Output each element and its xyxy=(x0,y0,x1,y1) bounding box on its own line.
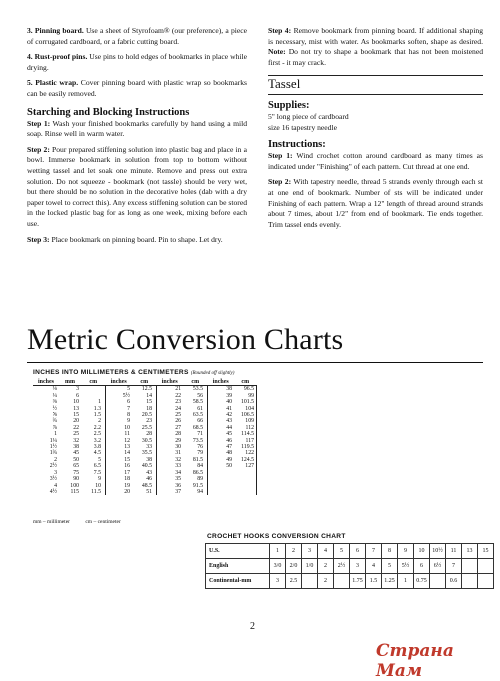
conversion-cell: 24 xyxy=(175,405,181,412)
conversion-cell: 28 xyxy=(132,431,157,437)
supply-item xyxy=(27,78,247,99)
conversion-cell: 26 xyxy=(175,418,181,425)
conversion-cell: 99 xyxy=(234,393,257,399)
conversion-cell: 32 xyxy=(73,437,79,444)
conversion-cell: ⅛ xyxy=(52,386,57,393)
hooks-cell xyxy=(430,574,446,589)
conversion-cell: 32 xyxy=(175,456,181,463)
conversion-cell xyxy=(208,489,235,495)
supply-items xyxy=(27,26,247,100)
conversion-cell: 12.5 xyxy=(132,386,157,393)
conversion-cell: 89 xyxy=(183,476,208,482)
conversion-cell: 117 xyxy=(234,438,257,444)
conversion-cell: 1¾ xyxy=(49,450,57,457)
hooks-cell: 7 xyxy=(366,544,382,559)
conversion-cell: 3 xyxy=(54,469,57,476)
conversion-cell: 36 xyxy=(175,482,181,489)
conversion-cell: 4.5 xyxy=(81,450,106,456)
hooks-cell xyxy=(302,574,318,589)
conversion-cell: 6.5 xyxy=(81,463,106,469)
hooks-cell: 9 xyxy=(398,544,414,559)
conversion-header-cell: inches xyxy=(106,379,133,386)
conversion-cell: 5 xyxy=(81,457,106,463)
conversion-cell: 11 xyxy=(124,431,130,438)
supply-item-head: 3. xyxy=(27,26,33,35)
conversion-cell: 38 xyxy=(132,457,157,463)
hooks-row-label: English xyxy=(206,559,270,574)
starching-section-title: Starching and Blocking Instructions xyxy=(27,106,190,118)
conversion-cell: 25 xyxy=(73,431,79,438)
conversion-cell: 43 xyxy=(226,418,232,425)
conversion-row xyxy=(33,386,257,393)
supply-item-title: Plastic wrap. xyxy=(35,78,79,88)
supply-item-title: Rust-proof pins. xyxy=(34,52,88,62)
hooks-row xyxy=(206,574,494,589)
conversion-header-cell: cm xyxy=(132,379,157,386)
conversion-cell: 2 xyxy=(54,456,57,463)
conversion-cell: 1 xyxy=(54,431,57,438)
conversion-row xyxy=(33,489,257,495)
note-head: Note: xyxy=(268,47,286,57)
supply-item-text: Cover pinning board with plastic wrap so bookmarks can be easily removed. xyxy=(27,78,247,98)
conversion-cell: 90 xyxy=(73,476,79,483)
hooks-cell xyxy=(462,574,478,589)
conversion-table-wrap xyxy=(33,379,257,495)
hooks-table-wrap xyxy=(205,543,494,589)
conversion-cell: 5 xyxy=(127,386,130,393)
conversion-header-cell: inches xyxy=(157,379,184,386)
hooks-cell: 7 xyxy=(446,559,462,574)
step-text: Place bookmark on pinning board. Pin to shape. Let dry. xyxy=(49,234,223,244)
conversion-cell: ¼ xyxy=(52,392,57,399)
conversion-table xyxy=(33,379,257,495)
conversion-cell: 29 xyxy=(175,437,181,444)
conversion-cell: 23 xyxy=(132,418,157,424)
step4-text: Remove bookmark from pinning board. If additional shaping is necessary, mist with water. As bookmarks soften, shape as desired. xyxy=(268,26,483,46)
supply-item xyxy=(27,26,247,47)
conversion-cell: 20 xyxy=(124,488,130,495)
conversion-cell: 46 xyxy=(132,476,157,482)
hooks-cell: 10½ xyxy=(430,544,446,559)
tassel-header xyxy=(268,75,483,95)
left-column xyxy=(27,26,247,250)
conversion-cell: 17 xyxy=(124,469,130,476)
hooks-cell: 6 xyxy=(350,544,366,559)
tassel-step xyxy=(268,151,483,172)
hooks-cell: 2 xyxy=(318,559,334,574)
hooks-cell: 1 xyxy=(398,574,414,589)
hooks-cell: 2 xyxy=(286,544,302,559)
supply-item-text: Use a sheet of Styrofoam® (our preference), a piece of corrugated cardboard, or a fabric cutting board. xyxy=(27,26,247,46)
conversion-legend xyxy=(33,519,121,525)
conversion-cell: 12 xyxy=(124,437,130,444)
conversion-cell: 40 xyxy=(226,399,232,406)
conversion-header-cell: inches xyxy=(208,379,235,386)
conversion-cell: ½ xyxy=(52,405,57,412)
conversion-cell: 13 xyxy=(124,444,130,451)
conversion-cell: 14 xyxy=(124,450,130,457)
hooks-row-label: Continental-mm xyxy=(206,574,270,589)
conversion-header-cell: cm xyxy=(234,379,257,386)
step-head: Step 1: xyxy=(27,118,51,128)
conv-title-text: INCHES INTO MILLIMETERS & CENTIMETERS xyxy=(33,369,189,376)
hooks-cell: 15 xyxy=(478,544,494,559)
conversion-cell: 51 xyxy=(132,489,157,495)
hooks-cell: 0.6 xyxy=(446,574,462,589)
conversion-cell: 2 xyxy=(81,418,106,424)
conversion-cell: 53.5 xyxy=(183,386,208,393)
conversion-cell: 48 xyxy=(226,450,232,457)
conversion-cell: 63.5 xyxy=(183,412,208,418)
step-text: Pour prepared stiffening solution into plastic bag and place in a bowl. Immerse bookmark in solution from top to bottom without wetting tassel and let soak one minute. Remove and press out extra solution. Do not squeeze - bookmark (not tassle) should be very wet, but there should be no solution in the decorative holes (dab with a dry paper towel to correct this). Any excess stiffening solution can be stored in the locked plastic bag for as long as one week, mixing before each use. xyxy=(27,144,247,228)
step-head: Step 2: xyxy=(27,144,50,154)
hooks-cell: 8 xyxy=(382,544,398,559)
hooks-cell: 4 xyxy=(366,559,382,574)
conversion-cell: 42 xyxy=(226,412,232,419)
hooks-cell: 5 xyxy=(382,559,398,574)
supply-item-title: Pinning board. xyxy=(34,26,84,35)
starching-step xyxy=(27,145,247,230)
supply-item-head: 5. xyxy=(27,78,33,88)
conversion-cell: 25.5 xyxy=(132,425,157,431)
conversion-cell: 66 xyxy=(183,418,208,424)
hooks-cell: 3 xyxy=(350,559,366,574)
conversion-cell: 45 xyxy=(226,431,232,438)
hooks-cell: 3 xyxy=(270,574,286,589)
conversion-cell: ¾ xyxy=(52,418,57,425)
conversion-cell: 40.5 xyxy=(132,463,157,469)
hooks-cell xyxy=(462,559,478,574)
conversion-cell: 5½ xyxy=(122,392,130,399)
title-rule xyxy=(27,362,483,363)
conversion-cell: 86.5 xyxy=(183,470,208,476)
conversion-cell: 25 xyxy=(175,412,181,419)
conversion-cell: 41 xyxy=(226,405,232,412)
hooks-table xyxy=(205,543,494,589)
conversion-header-cell: mm xyxy=(59,379,81,386)
conversion-cell: 106.5 xyxy=(234,412,257,418)
hooks-cell: 2.5 xyxy=(286,574,302,589)
conversion-cell: 9 xyxy=(127,418,130,425)
starching-steps xyxy=(27,119,247,246)
conversion-cell: 3.8 xyxy=(81,444,106,450)
conversion-header-cell: inches xyxy=(33,379,59,386)
conversion-cell: 18 xyxy=(132,406,157,412)
conversion-cell: 100 xyxy=(70,482,79,489)
conversion-cell: 35 xyxy=(175,476,181,483)
conversion-cell: 1.3 xyxy=(81,406,106,412)
conversion-cell: 30 xyxy=(175,444,181,451)
conversion-cell: 8 xyxy=(127,412,130,419)
hooks-cell: 1 xyxy=(270,544,286,559)
conversion-cell: ⅜ xyxy=(52,399,57,406)
legend-mm: mm – millimeter xyxy=(33,519,70,525)
conversion-cell: ⅞ xyxy=(52,424,57,431)
conversion-cell: 47 xyxy=(226,444,232,451)
hooks-row-label: U.S. xyxy=(206,544,270,559)
conversion-cell: 1¼ xyxy=(49,437,57,444)
conversion-cell: 38 xyxy=(226,386,232,393)
conversion-cell: 43 xyxy=(132,470,157,476)
conversion-cell: 2.2 xyxy=(81,425,106,431)
hooks-cell: 2/0 xyxy=(286,559,302,574)
conversion-cell: 31 xyxy=(175,450,181,457)
conversion-cell: 65 xyxy=(73,463,79,470)
hooks-cell: 3 xyxy=(302,544,318,559)
conversion-cell: 4 xyxy=(54,482,57,489)
hooks-cell xyxy=(478,574,494,589)
conversion-cell: 101.5 xyxy=(234,399,257,405)
conversion-cell: 124.5 xyxy=(234,457,257,463)
conversion-cell: 112 xyxy=(234,425,257,431)
hooks-row xyxy=(206,559,494,574)
hooks-cell: 6 xyxy=(414,559,430,574)
step-head: Step 1: xyxy=(268,151,293,161)
conversion-cell: 19 xyxy=(124,482,130,489)
supplies-list xyxy=(268,112,483,133)
conversion-cell: 50 xyxy=(73,456,79,463)
conversion-cell: 10 xyxy=(81,483,106,489)
conversion-cell: 1 xyxy=(81,399,106,405)
hooks-cell: 4 xyxy=(318,544,334,559)
tassel-steps xyxy=(268,151,483,230)
tassel-title: Tassel xyxy=(268,76,301,92)
supply-item-text: Use pins to hold edges of bookmarks in place while drying. xyxy=(27,52,247,72)
hooks-row xyxy=(206,544,494,559)
conversion-cell: ⅝ xyxy=(52,412,57,419)
watermark-logo: Страна Мам xyxy=(376,641,454,681)
conversion-cell: 68.5 xyxy=(183,425,208,431)
conversion-cell: 4½ xyxy=(49,488,57,495)
conversion-cell: 73.5 xyxy=(183,438,208,444)
conversion-cell: 75 xyxy=(73,469,79,476)
instructions-title: Instructions: xyxy=(268,139,326,151)
hooks-cell: 6½ xyxy=(430,559,446,574)
conversion-chart-title xyxy=(33,369,234,376)
conversion-cell: 91.5 xyxy=(183,483,208,489)
conversion-cell: 39 xyxy=(226,392,232,399)
supply-item xyxy=(27,52,247,73)
hooks-cell: 1.5 xyxy=(366,574,382,589)
conversion-cell: 23 xyxy=(175,399,181,406)
page-number: 2 xyxy=(250,621,255,632)
hooks-cell: 11 xyxy=(446,544,462,559)
supply-line: 5" long piece of cardboard xyxy=(268,111,349,121)
conversion-cell: 38 xyxy=(73,444,79,451)
step-head: Step 2: xyxy=(268,177,292,187)
conversion-cell: 56 xyxy=(183,393,208,399)
conversion-cell: 71 xyxy=(183,431,208,437)
conversion-cell: 15 xyxy=(73,412,79,419)
conversion-cell: 18 xyxy=(124,476,130,483)
hooks-cell: 1/0 xyxy=(302,559,318,574)
conversion-cell: 27 xyxy=(175,424,181,431)
right-column xyxy=(268,26,483,235)
conversion-cell: 9 xyxy=(81,476,106,482)
conversion-header-cell: cm xyxy=(183,379,208,386)
conversion-cell: 49 xyxy=(226,456,232,463)
hooks-cell: 1.75 xyxy=(350,574,366,589)
conversion-header-row xyxy=(33,379,257,386)
conversion-cell: 46 xyxy=(226,437,232,444)
conversion-cell: 109 xyxy=(234,418,257,424)
hooks-cell: 1.25 xyxy=(382,574,398,589)
conversion-cell: 10 xyxy=(124,424,130,431)
conversion-cell: 28 xyxy=(175,431,181,438)
conversion-header-cell: cm xyxy=(81,379,106,386)
conversion-cell: 22 xyxy=(175,392,181,399)
conversion-cell: 58.5 xyxy=(183,399,208,405)
conversion-cell: 3½ xyxy=(49,476,57,483)
conversion-cell: 81.5 xyxy=(183,457,208,463)
hooks-cell: 2½ xyxy=(334,559,350,574)
conversion-cell: 16 xyxy=(124,463,130,470)
hooks-cell: 10 xyxy=(414,544,430,559)
starching-step xyxy=(27,235,247,246)
conversion-cell: 122 xyxy=(234,450,257,456)
conv-title-note: (Rounded off slightly) xyxy=(190,371,235,376)
conversion-cell: 84 xyxy=(183,463,208,469)
conversion-cell: 15 xyxy=(132,399,157,405)
hooks-cell: 5½ xyxy=(398,559,414,574)
conversion-cell: 3.2 xyxy=(81,438,106,444)
hooks-cell xyxy=(478,559,494,574)
metric-title: Metric Conversion Charts xyxy=(27,323,344,356)
step-head: Step 3: xyxy=(27,234,50,244)
step4-paragraph xyxy=(268,26,483,68)
conversion-cell: 2½ xyxy=(49,463,57,470)
conversion-cell: 61 xyxy=(183,406,208,412)
conversion-cell: 10 xyxy=(73,399,79,406)
conversion-cell: 21 xyxy=(175,386,181,393)
hooks-cell: 0.75 xyxy=(414,574,430,589)
supply-item-head: 4. xyxy=(27,52,33,62)
conversion-cell: 94 xyxy=(183,489,208,495)
hooks-cell: 3/0 xyxy=(270,559,286,574)
conversion-cell: 37 xyxy=(175,488,181,495)
conversion-cell: 20.5 xyxy=(132,412,157,418)
supplies-title: Supplies: xyxy=(268,99,310,111)
hooks-chart-title: CROCHET HOOKS CONVERSION CHART xyxy=(207,533,346,540)
conversion-cell: 7.5 xyxy=(81,470,106,476)
step-text: Wind crochet cotton around cardboard as many times as indicated under "Finishing" of each pattern. Cut thread at one end. xyxy=(268,151,483,171)
tassel-step xyxy=(268,177,483,230)
conversion-cell xyxy=(234,489,257,495)
conversion-cell: 30.5 xyxy=(132,438,157,444)
conversion-cell: 13 xyxy=(73,405,79,412)
conversion-cell xyxy=(81,386,106,393)
hooks-cell: 5 xyxy=(334,544,350,559)
supply-line: size 16 tapestry needle xyxy=(268,122,337,132)
conversion-cell: 15 xyxy=(124,456,130,463)
conversion-cell: 11.5 xyxy=(81,489,106,495)
conversion-cell: 127 xyxy=(234,463,257,469)
conversion-cell: 44 xyxy=(226,424,232,431)
conversion-cell: 7 xyxy=(127,405,130,412)
conversion-cell: 20 xyxy=(73,418,79,425)
conversion-cell: 1.5 xyxy=(81,412,106,418)
conversion-cell: 45 xyxy=(73,450,79,457)
conversion-cell: 104 xyxy=(234,406,257,412)
conversion-cell: 119.5 xyxy=(234,444,257,450)
conversion-cell: 6 xyxy=(127,399,130,406)
hooks-cell: 13 xyxy=(462,544,478,559)
hooks-cell: 2 xyxy=(318,574,334,589)
conversion-cell: 6 xyxy=(76,392,79,399)
conversion-cell: 48.5 xyxy=(132,483,157,489)
step4-head: Step 4: xyxy=(268,26,292,35)
conversion-cell: 22 xyxy=(73,424,79,431)
conversion-cell: 14 xyxy=(132,393,157,399)
step-text: With tapestry needle, thread 5 strands evenly through each st at one end of bookmark. Number of sts will be indicated under Finishing of each pattern. Wrap a 12" length of thread around strands about 7 times, about 1/2" from end of bookmark. Tie ends together. Trim tassel ends evenly. xyxy=(268,177,483,229)
starching-step xyxy=(27,119,247,140)
conversion-cell: 33 xyxy=(132,444,157,450)
conversion-cell: 3 xyxy=(76,386,79,393)
conversion-cell: 96.5 xyxy=(234,386,257,393)
conversion-cell: 50 xyxy=(226,463,232,470)
hooks-cell xyxy=(334,574,350,589)
conversion-cell: 2.5 xyxy=(81,431,106,437)
conversion-cell: 33 xyxy=(175,463,181,470)
step-text: Wash your finished bookmarks carefully by hand using a mild soap. Rinse well in warm water. xyxy=(27,118,247,139)
conversion-cell: 1½ xyxy=(49,444,57,451)
legend-cm: cm – centimeter xyxy=(85,519,121,525)
conversion-cell: 34 xyxy=(175,469,181,476)
conversion-cell: 114.5 xyxy=(234,431,257,437)
conversion-cell: 79 xyxy=(183,450,208,456)
conversion-cell: 35.5 xyxy=(132,450,157,456)
conversion-cell: 115 xyxy=(70,488,79,495)
note-text: Do not try to shape a bookmark that has not been moistened first - it may crack. xyxy=(268,47,483,67)
conversion-cell: 76 xyxy=(183,444,208,450)
